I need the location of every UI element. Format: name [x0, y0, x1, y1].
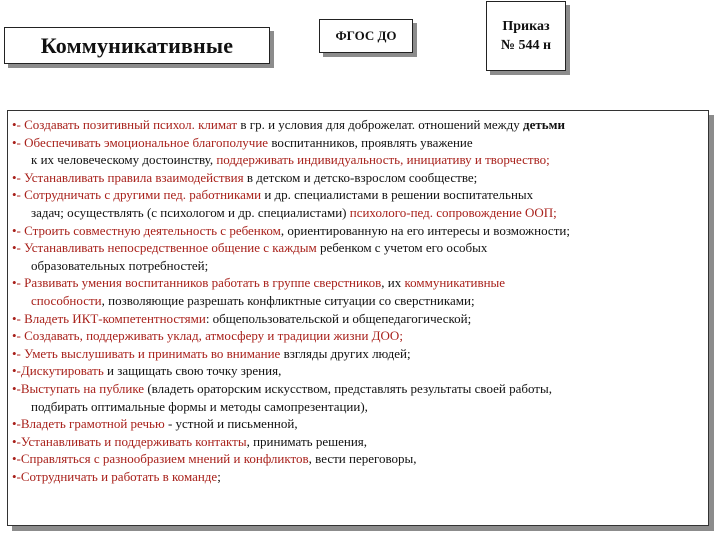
list-item-continuation — [12, 257, 704, 275]
list-item — [12, 468, 704, 486]
plain-text: - устной и письменной, — [164, 416, 298, 432]
standard-label: ФГОС ДО — [335, 28, 397, 43]
list-item — [12, 134, 704, 169]
list-item — [12, 380, 704, 415]
list-item — [12, 116, 704, 134]
page-title: Коммуникативные — [40, 32, 234, 58]
highlighted-text: •- Сотрудничать с другими пед. работниками — [12, 187, 262, 203]
plain-text: взгляды других людей; — [280, 345, 411, 361]
plain-text: воспитанников, проявлять уважение — [268, 134, 473, 150]
list-item — [12, 169, 704, 187]
list-item — [12, 186, 704, 221]
highlighted-text: •- Владеть ИКТ-компетентностями — [12, 310, 206, 326]
plain-text: ; — [217, 468, 221, 484]
plain-text: (владеть ораторским искусством, представлять результаты своей работы, — [144, 380, 552, 396]
plain-text: : общепользовательской и общепедагогической; — [205, 310, 472, 326]
list-item — [12, 362, 704, 380]
list-item — [12, 239, 704, 274]
plain-text: подбирать оптимальные формы и методы самопрезентации), — [31, 398, 368, 414]
competency-list — [7, 110, 709, 526]
list-item-continuation — [12, 292, 704, 310]
highlighted-text: •-Дискутировать — [12, 363, 104, 379]
standard-box — [319, 19, 413, 53]
order-line-2: № 544 н — [500, 38, 552, 53]
list-item — [12, 415, 704, 433]
plain-text: детьми — [523, 117, 565, 132]
highlighted-text: •- Устанавливать правила взаимодействия — [12, 169, 244, 185]
list-item-continuation — [12, 398, 704, 416]
highlighted-text: •-Устанавливать и поддерживать контакты — [12, 433, 247, 449]
highlighted-text: •- Устанавливать непосредственное общение с каждым — [12, 240, 317, 256]
highlighted-text: психолого-пед. сопровождение ООП; — [349, 204, 557, 220]
highlighted-text: способности — [31, 292, 102, 308]
plain-text: , позволяющие разрешать конфликтные ситуации со сверстниками; — [101, 292, 475, 308]
highlighted-text: •- Создавать позитивный психол. климат — [12, 117, 238, 132]
plain-text: в детском и детско-взрослом сообществе; — [243, 169, 478, 185]
highlighted-text: •-Владеть грамотной речью — [12, 416, 165, 432]
highlighted-text: •-Выступать на публике — [12, 380, 145, 396]
plain-text: , вести переговоры, — [308, 451, 417, 467]
highlighted-text: •- Строить совместную деятельность с ребенком — [12, 222, 281, 238]
plain-text: задач; осуществлять (с психологом и др. специалистами) — [31, 204, 350, 220]
plain-text: и защищать свою точку зрения, — [103, 363, 282, 379]
order-line-1: Приказ — [502, 19, 550, 34]
title-box — [4, 27, 270, 64]
list-item — [12, 450, 704, 468]
highlighted-text: •- Развивать умения воспитанников работать в группе сверстников — [12, 275, 382, 291]
plain-text: в гр. и условия для доброжелат. отношений между — [237, 117, 524, 132]
highlighted-text: •- Уметь выслушивать и принимать во внимание — [12, 345, 281, 361]
highlighted-text: •-Сотрудничать и работать в команде — [12, 468, 218, 484]
plain-text: , ориентированную на его интересы и возможности; — [280, 222, 570, 238]
plain-text: ребенком с учетом его особых — [316, 240, 488, 256]
list-item — [12, 327, 704, 345]
list-item — [12, 274, 704, 309]
list-item — [12, 222, 704, 240]
highlighted-text: поддерживать индивидуальность, инициативу и творчество; — [216, 152, 550, 168]
list-item — [12, 345, 704, 363]
list-item-continuation — [12, 204, 704, 222]
highlighted-text: •-Справляться с разнообразием мнений и конфликтов — [12, 451, 309, 467]
plain-text: образовательных потребностей; — [31, 257, 209, 273]
highlighted-text: •- Обеспечивать эмоциональное благополучие — [12, 134, 269, 150]
list-item-continuation — [12, 151, 704, 169]
list-item — [12, 433, 704, 451]
plain-text: , их — [381, 275, 405, 291]
list-item — [12, 310, 704, 328]
plain-text: к их человеческому достоинству, — [31, 152, 217, 168]
plain-text: , принимать решения, — [246, 433, 368, 449]
order-box — [486, 1, 566, 71]
plain-text: и др. специалистами в решении воспитательных — [261, 187, 534, 203]
highlighted-text: коммуникативные — [404, 275, 506, 291]
highlighted-text: •- Создавать, поддерживать уклад, атмосферу и традиции жизни ДОО; — [12, 328, 403, 344]
